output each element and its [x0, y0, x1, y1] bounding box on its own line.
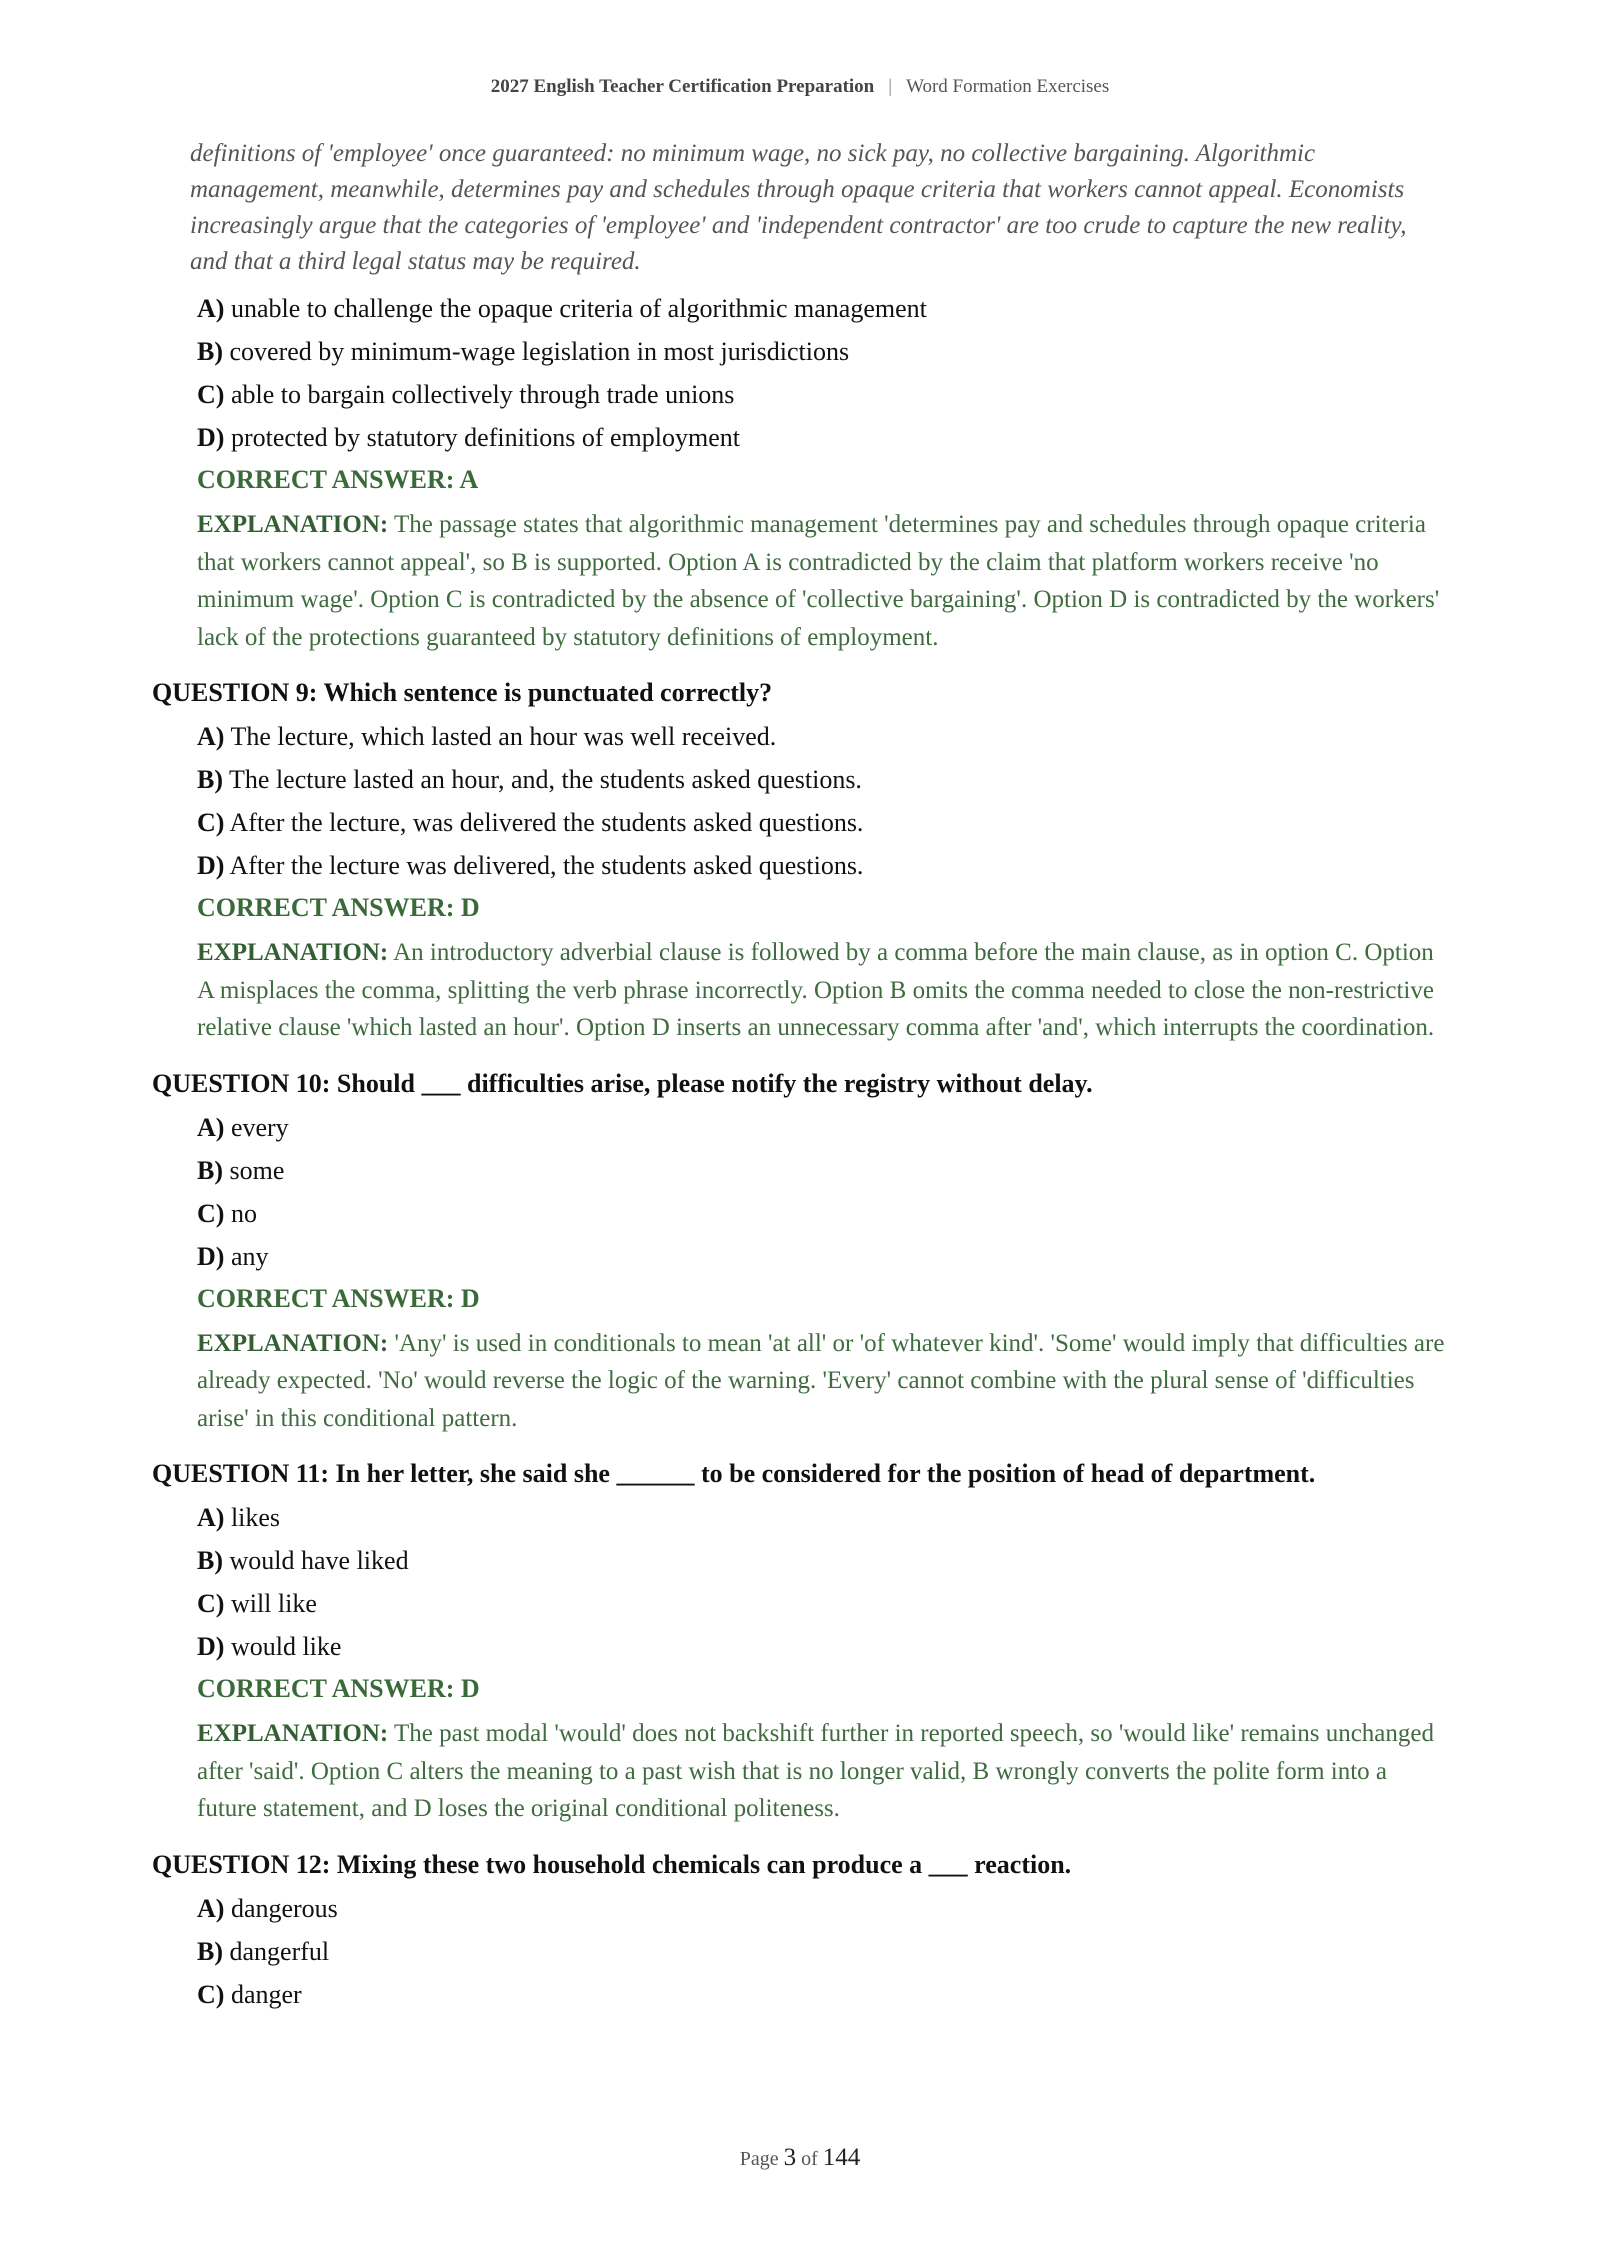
option-letter: A)	[197, 1893, 225, 1923]
explanation-label: EXPLANATION:	[197, 1329, 389, 1357]
explanation-text: An introductory adverbial clause is followed by a comma before the main clause, as in option C. Option A misplaces the comma, splitting the verb phrase incorrectly. Option B omits the comma needed to close the non-restrictive relative clause 'which lasted an hour'. Option D inserts an unnecessary comma after 'and', which interrupts the coordination.	[197, 939, 1435, 1041]
page-word: Page	[739, 2148, 779, 2170]
correct-answer: CORRECT ANSWER: D	[197, 1674, 480, 1703]
option-text: The lecture, which lasted an hour was well received.	[230, 722, 777, 751]
option-text: some	[229, 1155, 285, 1185]
explanation-text: 'Any' is used in conditionals to mean 'at all' or 'of whatever kind'. 'Some' would imply that difficulties are already expected. 'No' would reverse the logic of the warning. 'Every' cannot combine with the plural sense of 'difficulties arise' in this conditional pattern.	[197, 1329, 1445, 1432]
option-letter: D)	[197, 423, 225, 452]
option-letter: A)	[197, 294, 225, 323]
question-8-block	[152, 136, 1452, 656]
answer-options	[197, 1113, 1452, 1271]
option-a	[197, 294, 1452, 323]
option-text: able to bargain collectively through trade unions	[230, 380, 735, 409]
header-title: 2027 English Teacher Certification Preparation	[490, 76, 875, 97]
option-letter: B)	[197, 1546, 223, 1575]
option-a	[197, 1113, 1452, 1142]
page-footer	[0, 2144, 1600, 2172]
question-heading: QUESTION 12: Mixing these two household chemicals can produce a ___ reaction.	[152, 1849, 1072, 1879]
option-letter: A)	[197, 722, 225, 751]
option-text: After the lecture, was delivered the students asked questions.	[229, 808, 864, 837]
option-text: covered by minimum-wage legislation in most jurisdictions	[229, 337, 850, 366]
header-separator: |	[888, 76, 893, 97]
reading-passage: definitions of 'employee' once guaranteed: no minimum wage, no sick pay, no collective bargaining. Algorithmic management, meanwhile, determines pay and schedules through opaque criteria that workers cannot appeal. Economists increasingly argue that the categories of 'employee' and 'independent contractor' are too crude to capture the new reality, and that a third legal status may be required.	[190, 140, 1407, 275]
explanation-label: EXPLANATION:	[197, 939, 389, 966]
option-letter: B)	[197, 337, 223, 366]
page-header	[0, 76, 1600, 98]
option-text: dangerful	[229, 1936, 330, 1966]
option-b	[197, 765, 1452, 794]
option-letter: C)	[197, 1979, 225, 2009]
option-text: would have liked	[229, 1546, 409, 1575]
answer-options	[197, 1894, 1452, 2009]
option-letter: D)	[197, 1632, 225, 1661]
option-text: will like	[230, 1589, 317, 1618]
answer-options	[197, 294, 1452, 452]
answer-options	[197, 722, 1452, 880]
option-text: unable to challenge the opaque criteria of algorithmic management	[230, 294, 927, 323]
option-c	[197, 1199, 1452, 1228]
option-letter: B)	[197, 1936, 223, 1966]
option-text: every	[230, 1112, 289, 1142]
option-letter: C)	[197, 1589, 225, 1618]
option-d	[197, 1632, 1452, 1661]
option-text: would like	[230, 1632, 342, 1661]
correct-answer: CORRECT ANSWER: D	[197, 1283, 480, 1313]
explanation	[197, 1715, 1452, 1828]
option-b	[197, 1937, 1452, 1966]
option-text: protected by statutory definitions of employment	[230, 423, 740, 452]
explanation	[197, 934, 1452, 1047]
option-b	[197, 1156, 1452, 1185]
option-text: The lecture lasted an hour, and, the students asked questions.	[229, 765, 862, 794]
option-a	[197, 1503, 1452, 1532]
option-d	[197, 851, 1452, 880]
question-9-block	[152, 678, 1452, 1047]
explanation	[197, 1325, 1452, 1438]
option-text: After the lecture was delivered, the students asked questions.	[229, 851, 864, 880]
option-a	[197, 1894, 1452, 1923]
option-text: no	[230, 1198, 257, 1228]
answer-options	[197, 1503, 1452, 1661]
explanation-label: EXPLANATION:	[197, 511, 389, 538]
explanation-text: The passage states that algorithmic management 'determines pay and schedules through opaque criteria that workers cannot appeal', so B is supported. Option A is contradicted by the claim that platform workers receive 'no minimum wage'. Option C is contradicted by the absence of 'collective bargaining'. Option D is contradicted by the workers' lack of the protections guaranteed by statutory definitions of employment.	[197, 511, 1440, 651]
option-b	[197, 1546, 1452, 1575]
explanation-label: EXPLANATION:	[197, 1720, 389, 1747]
option-c	[197, 1589, 1452, 1618]
question-heading: QUESTION 11: In her letter, she said she ______ to be considered for the position of head of department.	[152, 1459, 1316, 1488]
option-letter: B)	[197, 765, 223, 794]
option-c	[197, 380, 1452, 409]
option-text: any	[230, 1241, 269, 1271]
option-d	[197, 1242, 1452, 1271]
option-letter: C)	[197, 808, 225, 837]
question-10-block	[152, 1069, 1452, 1438]
page-content	[152, 136, 1452, 2009]
option-letter: D)	[197, 851, 225, 880]
option-text: dangerous	[230, 1893, 338, 1923]
option-letter: A)	[197, 1503, 225, 1532]
option-c	[197, 1980, 1452, 2009]
explanation	[197, 506, 1452, 656]
question-heading: QUESTION 10: Should ___ difficulties arise, please notify the registry without delay.	[152, 1068, 1093, 1098]
option-letter: A)	[197, 1112, 225, 1142]
explanation-text: The past modal 'would' does not backshift further in reported speech, so 'would like' remains unchanged after 'said'. Option C alters the meaning to a past wish that is no longer valid, B wrongly converts the polite form into a future statement, and D loses the original conditional politeness.	[197, 1720, 1434, 1822]
option-text: danger	[230, 1979, 302, 2009]
option-a	[197, 722, 1452, 751]
option-letter: C)	[197, 1198, 225, 1228]
option-b	[197, 337, 1452, 366]
correct-answer: CORRECT ANSWER: D	[197, 893, 480, 922]
correct-answer: CORRECT ANSWER: A	[197, 465, 479, 494]
question-12-block	[152, 1850, 1452, 2009]
of-word: of	[801, 2148, 818, 2170]
question-11-block	[152, 1459, 1452, 1828]
header-subtitle: Word Formation Exercises	[906, 76, 1110, 97]
option-d	[197, 423, 1452, 452]
option-letter: C)	[197, 380, 225, 409]
option-letter: D)	[197, 1241, 225, 1271]
page-total: 144	[822, 2144, 861, 2171]
option-c	[197, 808, 1452, 837]
question-heading: QUESTION 9: Which sentence is punctuated correctly?	[152, 678, 773, 707]
option-letter: B)	[197, 1155, 223, 1185]
page-number: 3	[783, 2144, 797, 2171]
option-text: likes	[230, 1503, 281, 1532]
